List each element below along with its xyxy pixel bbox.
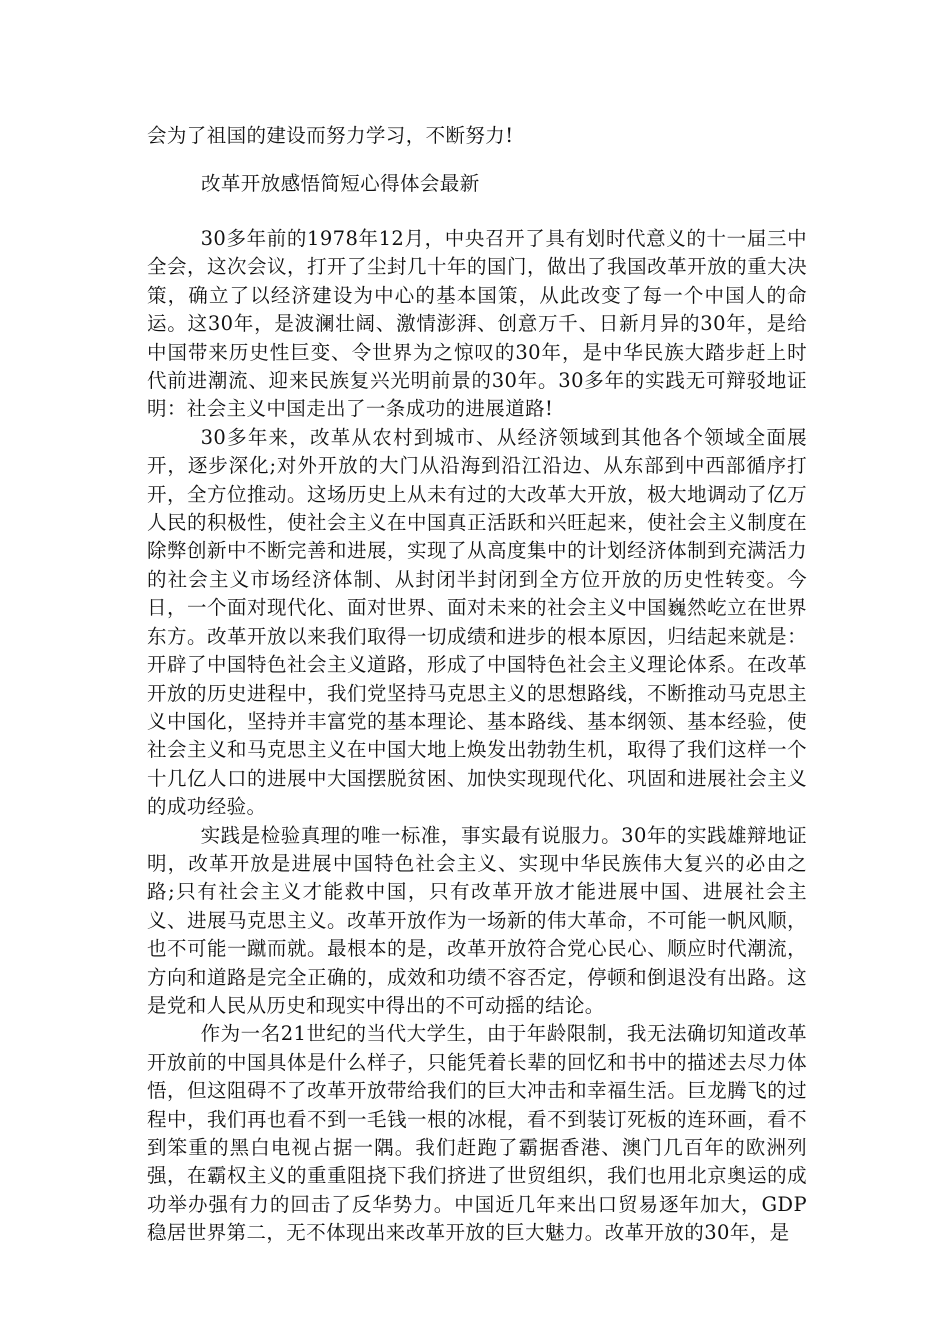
lead-line: 会为了祖国的建设而努力学习，不断努力! — [147, 124, 514, 147]
paragraph-3: 实践是检验真理的唯一标准，事实最有说服力。30年的实践雄辩地证明，改革开放是进展中国特色社会主义、实现中华民族伟大复兴的必由之路;只有社会主义才能救中国，只有改革开放才能进展中国、进展社会主义、进展马克思主义。改革开放作为一场新的伟大革命，不可能一帆风顺，也不可能一蹴而就。最根本的是，改革开放符合党心民心、顺应时代潮流，方向和道路是完全正确的，成效和功绩不容否定，停顿和倒退没有出路。这是党和人民从历史和现实中得出的不可动摇的结论。 — [147, 823, 807, 1017]
paragraph-4: 作为一名21世纪的当代大学生，由于年龄限制，我无法确切知道改革开放前的中国具体是什么样子，只能凭着长辈的回忆和书中的描述去尽力体悟，但这阻碍不了改革开放带给我们的巨大冲击和幸福生活。巨龙腾飞的过程中，我们再也看不到一毛钱一根的冰棍，看不到装订死板的连环画，看不到笨重的黑白电视占据一隅。我们赶跑了霸据香港、澳门几百年的欧洲列强，在霸权主义的重重阻挠下我们挤进了世贸组织，我们也用北京奥运的成功举办强有力的回击了反华势力。中国近几年来出口贸易逐年加大，GDP稳居世界第二，无不体现出来改革开放的巨大魅力。改革开放的30年，是 — [147, 1022, 807, 1245]
document-body — [147, 225, 807, 1248]
paragraph-2: 30多年来，改革从农村到城市、从经济领域到其他各个领域全面展开，逐步深化;对外开放的大门从沿海到沿江沿边、从东部到中西部循序打开，全方位推动。这场历史上从未有过的大改革大开放，极大地调动了亿万人民的积极性，使社会主义在中国真正活跃和兴旺起来，使社会主义制度在除弊创新中不断完善和进展，实现了从高度集中的计划经济体制到充满活力的社会主义市场经济体制、从封闭半封闭到全方位开放的历史性转变。今日，一个面对现代化、面对世界、面对未来的社会主义中国巍然屹立在世界东方。改革开放以来我们取得一切成绩和进步的根本原因，归结起来就是：开辟了中国特色社会主义道路，形成了中国特色社会主义理论体系。在改革开放的历史进程中，我们党坚持马克思主义的思想路线，不断推动马克思主义中国化，坚持并丰富党的基本理论、基本路线、基本纲领、基本经验，使社会主义和马克思主义在中国大地上焕发出勃勃生机，取得了我们这样一个十几亿人口的进展中大国摆脱贫困、加快实现现代化、巩固和进展社会主义的成功经验。 — [147, 425, 807, 819]
paragraph-1: 30多年前的1978年12月，中央召开了具有划时代意义的十一届三中全会，这次会议，打开了尘封几十年的国门，做出了我国改革开放的重大决策，确立了以经济建设为中心的基本国策，从此改变了每一个中国人的命运。这30年，是波澜壮阔、激情澎湃、创意万千、日新月异的30年，是给中国带来历史性巨变、令世界为之惊叹的30年，是中华民族大踏步赶上时代前进潮流、迎来民族复兴光明前景的30年。30多年的实践无可辩驳地证明：社会主义中国走出了一条成功的进展道路! — [147, 227, 807, 421]
section-title: 改革开放感悟简短心得体会最新 — [201, 172, 480, 195]
